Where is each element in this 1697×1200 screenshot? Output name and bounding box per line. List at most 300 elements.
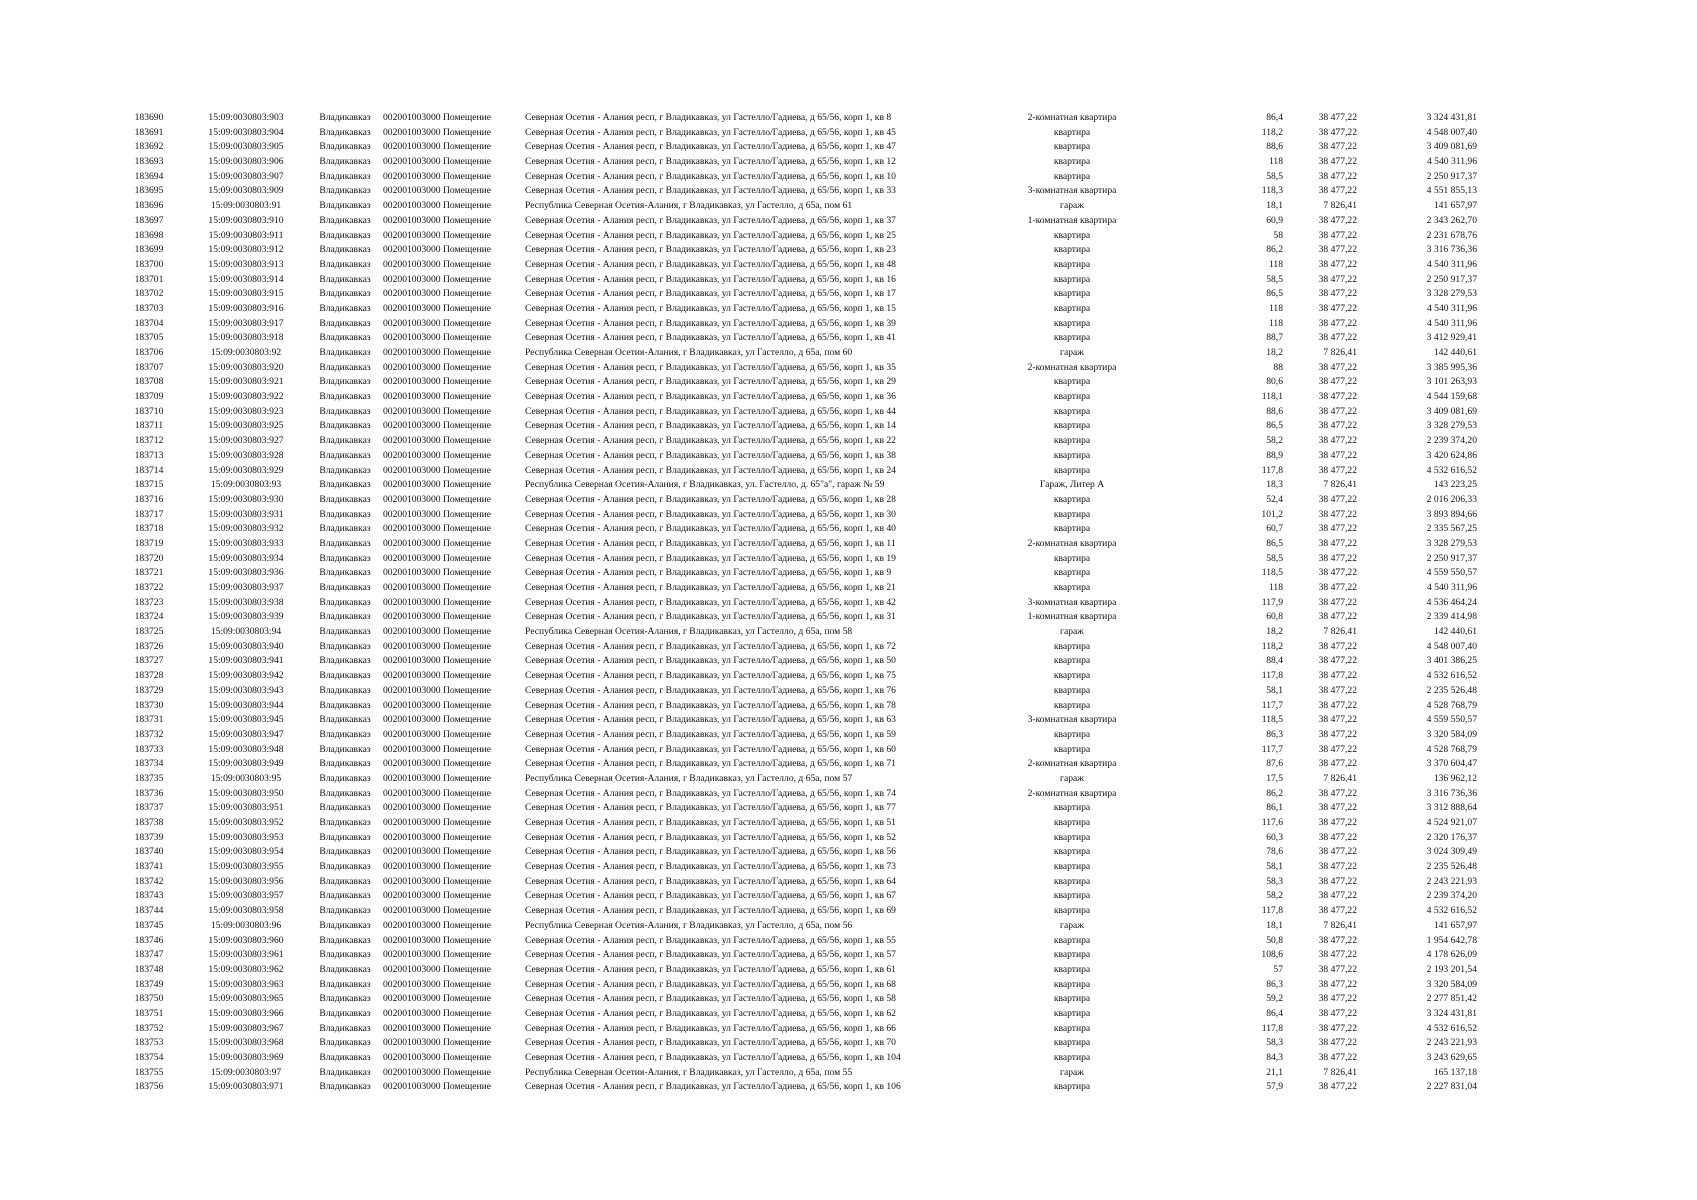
object-code-cell: 002001003000 Помещение bbox=[383, 229, 492, 241]
cadastral-value-cell: 4 540 311,96 bbox=[1426, 317, 1477, 329]
row-number-cell: 183700 bbox=[134, 258, 164, 270]
city-cell: Владикавказ bbox=[319, 699, 371, 711]
cadastral-value-cell: 4 540 311,96 bbox=[1426, 258, 1477, 270]
table-row bbox=[113, 229, 1477, 244]
table-row bbox=[113, 449, 1477, 464]
cadastral-value-cell: 3 316 736,36 bbox=[1426, 787, 1477, 799]
city-cell: Владикавказ bbox=[319, 861, 371, 873]
specific-value-cell: 38 477,22 bbox=[1318, 963, 1357, 975]
area-cell: 57 bbox=[1273, 963, 1283, 975]
object-code-cell: 002001003000 Помещение bbox=[383, 273, 492, 285]
cadastral-value-cell: 3 324 431,81 bbox=[1426, 112, 1477, 123]
cadastral-number-cell: 15:09:0030803:917 bbox=[208, 317, 284, 329]
row-number-cell: 183726 bbox=[134, 640, 164, 652]
specific-value-cell: 38 477,22 bbox=[1318, 317, 1357, 329]
cadastral-value-cell: 2 277 851,42 bbox=[1426, 993, 1477, 1005]
cadastral-number-cell: 15:09:0030803:923 bbox=[208, 405, 284, 417]
cadastral-value-cell: 2 239 374,20 bbox=[1426, 435, 1477, 447]
cadastral-number-cell: 15:09:0030803:904 bbox=[208, 126, 284, 138]
specific-value-cell: 38 477,22 bbox=[1318, 1007, 1357, 1019]
object-type-cell: квартира bbox=[1053, 405, 1091, 417]
cadastral-number-cell: 15:09:0030803:969 bbox=[208, 1052, 284, 1063]
area-cell: 58,3 bbox=[1266, 1037, 1283, 1049]
cadastral-value-cell: 3 243 629,65 bbox=[1426, 1052, 1477, 1063]
table-row bbox=[113, 287, 1477, 302]
object-type-cell: 2-комнатная квартира bbox=[1027, 787, 1117, 799]
specific-value-cell: 38 477,22 bbox=[1318, 567, 1357, 579]
object-code-cell: 002001003000 Помещение bbox=[383, 684, 492, 696]
row-number-cell: 183698 bbox=[134, 229, 164, 241]
area-cell: 117,7 bbox=[1261, 699, 1283, 711]
cadastral-value-cell: 3 024 309,49 bbox=[1426, 846, 1477, 858]
object-type-cell: квартира bbox=[1053, 273, 1091, 285]
object-type-cell: гараж bbox=[1060, 626, 1084, 638]
table-row bbox=[113, 537, 1477, 552]
specific-value-cell: 38 477,22 bbox=[1318, 214, 1357, 226]
area-cell: 58,1 bbox=[1266, 861, 1283, 873]
cadastral-value-cell: 3 893 894,66 bbox=[1426, 508, 1477, 520]
address-cell: Северная Осетия - Алания респ, г Владикавказ, ул Гастелло/Гадиева, д 65/56, корп 1, кв 73 bbox=[525, 861, 896, 873]
table-row bbox=[113, 699, 1477, 714]
cadastral-number-cell: 15:09:0030803:941 bbox=[208, 655, 284, 667]
specific-value-cell: 38 477,22 bbox=[1318, 244, 1357, 256]
object-type-cell: 3-комнатная квартира bbox=[1027, 596, 1117, 608]
object-type-cell: квартира bbox=[1053, 258, 1091, 270]
object-type-cell: квартира bbox=[1053, 963, 1091, 975]
cadastral-number-cell: 15:09:0030803:928 bbox=[208, 449, 284, 461]
object-code-cell: 002001003000 Помещение bbox=[383, 963, 492, 975]
object-code-cell: 002001003000 Помещение bbox=[383, 332, 492, 344]
object-code-cell: 002001003000 Помещение bbox=[383, 670, 492, 682]
address-cell: Северная Осетия - Алания респ, г Владикавказ, ул Гастелло/Гадиева, д 65/56, корп 1, кв 33 bbox=[525, 185, 896, 197]
cadastral-value-cell: 2 243 221,93 bbox=[1426, 875, 1477, 887]
city-cell: Владикавказ bbox=[319, 1081, 371, 1093]
row-number-cell: 183696 bbox=[134, 200, 164, 212]
cadastral-value-cell: 2 239 374,20 bbox=[1426, 890, 1477, 902]
object-type-cell: квартира bbox=[1053, 244, 1091, 256]
cadastral-value-cell: 4 551 855,13 bbox=[1426, 185, 1477, 197]
row-number-cell: 183755 bbox=[134, 1066, 164, 1078]
object-code-cell: 002001003000 Помещение bbox=[383, 1022, 492, 1034]
object-code-cell: 002001003000 Помещение bbox=[383, 582, 492, 593]
object-type-cell: квартира bbox=[1053, 1022, 1091, 1034]
object-type-cell: квартира bbox=[1053, 156, 1091, 168]
object-type-cell: квартира bbox=[1053, 934, 1091, 946]
area-cell: 18,1 bbox=[1266, 919, 1283, 931]
cadastral-value-cell: 4 528 768,79 bbox=[1426, 699, 1477, 711]
object-type-cell: квартира bbox=[1053, 302, 1091, 314]
address-cell: Северная Осетия - Алания респ, г Владикавказ, ул Гастелло/Гадиева, д 65/56, корп 1, кв 30 bbox=[525, 508, 896, 520]
cadastral-number-cell: 15:09:0030803:913 bbox=[208, 258, 284, 270]
table-row bbox=[113, 1066, 1477, 1081]
cadastral-number-cell: 15:09:0030803:933 bbox=[208, 537, 284, 549]
cadastral-value-cell: 4 559 550,57 bbox=[1426, 567, 1477, 579]
cadastral-number-cell: 15:09:0030803:927 bbox=[208, 435, 284, 447]
city-cell: Владикавказ bbox=[319, 582, 371, 593]
table-row bbox=[113, 1036, 1477, 1051]
cadastral-value-cell: 142 440,61 bbox=[1433, 347, 1477, 358]
object-code-cell: 002001003000 Помещение bbox=[383, 1081, 492, 1093]
address-cell: Северная Осетия - Алания респ, г Владикавказ, ул Гастелло/Гадиева, д 65/56, корп 1, кв 9 bbox=[525, 567, 892, 579]
table-row bbox=[113, 522, 1477, 537]
object-code-cell: 002001003000 Помещение bbox=[383, 1037, 492, 1049]
object-type-cell: квартира bbox=[1053, 978, 1091, 990]
table-row bbox=[113, 155, 1477, 170]
area-cell: 17,5 bbox=[1266, 772, 1283, 784]
row-number-cell: 183704 bbox=[134, 317, 164, 329]
object-type-cell: квартира bbox=[1053, 684, 1091, 696]
object-code-cell: 002001003000 Помещение bbox=[383, 391, 492, 403]
cadastral-value-cell: 4 532 616,52 bbox=[1426, 464, 1477, 476]
object-code-cell: 002001003000 Помещение bbox=[383, 493, 492, 505]
cadastral-number-cell: 15:09:0030803:932 bbox=[208, 523, 284, 535]
row-number-cell: 183724 bbox=[134, 611, 164, 623]
object-type-cell: квартира bbox=[1053, 391, 1091, 403]
address-cell: Северная Осетия - Алания респ, г Владикавказ, ул Гастелло/Гадиева, д 65/56, корп 1, кв 44 bbox=[525, 405, 896, 417]
object-type-cell: квартира bbox=[1053, 126, 1091, 138]
table-row bbox=[113, 508, 1477, 523]
area-cell: 86,4 bbox=[1266, 1007, 1283, 1019]
cadastral-number-cell: 15:09:0030803:962 bbox=[208, 963, 284, 975]
row-number-cell: 183720 bbox=[134, 552, 164, 564]
table-row bbox=[113, 361, 1477, 376]
object-code-cell: 002001003000 Помещение bbox=[383, 714, 492, 726]
area-cell: 58,1 bbox=[1266, 684, 1283, 696]
address-cell: Северная Осетия - Алания респ, г Владикавказ, ул Гастелло/Гадиева, д 65/56, корп 1, кв 38 bbox=[525, 449, 896, 461]
cadastral-value-cell: 165 137,18 bbox=[1433, 1066, 1477, 1078]
address-cell: Северная Осетия - Алания респ, г Владикавказ, ул Гастелло/Гадиева, д 65/56, корп 1, кв 57 bbox=[525, 949, 896, 961]
cadastral-number-cell: 15:09:0030803:922 bbox=[208, 391, 284, 403]
object-type-cell: 1-комнатная квартира bbox=[1027, 611, 1117, 623]
cadastral-value-cell: 4 540 311,96 bbox=[1426, 156, 1477, 168]
city-cell: Владикавказ bbox=[319, 949, 371, 961]
object-code-cell: 002001003000 Помещение bbox=[383, 640, 492, 652]
city-cell: Владикавказ bbox=[319, 846, 371, 858]
object-code-cell: 002001003000 Помещение bbox=[383, 347, 492, 358]
object-type-cell: квартира bbox=[1053, 288, 1091, 300]
object-code-cell: 002001003000 Помещение bbox=[383, 258, 492, 270]
city-cell: Владикавказ bbox=[319, 170, 371, 182]
row-number-cell: 183699 bbox=[134, 244, 164, 256]
area-cell: 117,8 bbox=[1261, 670, 1283, 682]
cadastral-value-cell: 2 339 414,98 bbox=[1426, 611, 1477, 623]
address-cell: Северная Осетия - Алания респ, г Владикавказ, ул Гастелло/Гадиева, д 65/56, корп 1, кв 40 bbox=[525, 523, 896, 535]
object-code-cell: 002001003000 Помещение bbox=[383, 1052, 492, 1063]
object-code-cell: 002001003000 Помещение bbox=[383, 611, 492, 623]
area-cell: 88,7 bbox=[1266, 332, 1283, 344]
object-code-cell: 002001003000 Помещение bbox=[383, 1007, 492, 1019]
cadastral-value-cell: 4 540 311,96 bbox=[1426, 302, 1477, 314]
row-number-cell: 183744 bbox=[134, 905, 164, 917]
cadastral-value-cell: 4 536 464,24 bbox=[1426, 596, 1477, 608]
area-cell: 58,5 bbox=[1266, 273, 1283, 285]
row-number-cell: 183694 bbox=[134, 170, 164, 182]
address-cell: Северная Осетия - Алания респ, г Владикавказ, ул Гастелло/Гадиева, д 65/56, корп 1, кв 19 bbox=[525, 552, 896, 564]
row-number-cell: 183747 bbox=[134, 949, 164, 961]
specific-value-cell: 7 826,41 bbox=[1323, 200, 1357, 212]
area-cell: 58,2 bbox=[1266, 890, 1283, 902]
area-cell: 86,5 bbox=[1266, 288, 1283, 300]
specific-value-cell: 38 477,22 bbox=[1318, 493, 1357, 505]
object-code-cell: 002001003000 Помещение bbox=[383, 919, 492, 931]
city-cell: Владикавказ bbox=[319, 758, 371, 770]
table-row bbox=[113, 640, 1477, 655]
specific-value-cell: 38 477,22 bbox=[1318, 743, 1357, 755]
object-code-cell: 002001003000 Помещение bbox=[383, 817, 492, 828]
cadastral-number-cell: 15:09:0030803:967 bbox=[208, 1022, 284, 1034]
object-type-cell: гараж bbox=[1060, 772, 1084, 784]
area-cell: 117,9 bbox=[1261, 596, 1283, 608]
address-cell: Северная Осетия - Алания респ, г Владикавказ, ул Гастелло/Гадиева, д 65/56, корп 1, кв 66 bbox=[525, 1022, 896, 1034]
area-cell: 88 bbox=[1273, 361, 1283, 373]
cadastral-value-cell: 3 101 263,93 bbox=[1426, 376, 1477, 388]
address-cell: Северная Осетия - Алания респ, г Владикавказ, ул Гастелло/Гадиева, д 65/56, корп 1, кв 72 bbox=[525, 640, 896, 652]
object-code-cell: 002001003000 Помещение bbox=[383, 244, 492, 256]
cadastral-number-cell: 15:09:0030803:97 bbox=[210, 1066, 282, 1078]
table-row bbox=[113, 978, 1477, 993]
table-row bbox=[113, 904, 1477, 919]
table-row bbox=[113, 816, 1477, 831]
table-row bbox=[113, 919, 1477, 934]
city-cell: Владикавказ bbox=[319, 567, 371, 579]
cadastral-number-cell: 15:09:0030803:95 bbox=[210, 772, 282, 784]
city-cell: Владикавказ bbox=[319, 1066, 371, 1078]
address-cell: Северная Осетия - Алания респ, г Владикавказ, ул Гастелло/Гадиева, д 65/56, корп 1, кв 8 bbox=[525, 112, 892, 123]
address-cell: Северная Осетия - Алания респ, г Владикавказ, ул Гастелло/Гадиева, д 65/56, корп 1, кв 74 bbox=[525, 787, 896, 799]
object-type-cell: квартира bbox=[1053, 846, 1091, 858]
row-number-cell: 183716 bbox=[134, 493, 164, 505]
cadastral-value-cell: 2 235 526,48 bbox=[1426, 684, 1477, 696]
specific-value-cell: 38 477,22 bbox=[1318, 523, 1357, 535]
specific-value-cell: 7 826,41 bbox=[1323, 626, 1357, 638]
address-cell: Северная Осетия - Алания респ, г Владикавказ, ул Гастелло/Гадиева, д 65/56, корп 1, кв 50 bbox=[525, 655, 896, 667]
address-cell: Северная Осетия - Алания респ, г Владикавказ, ул Гастелло/Гадиева, д 65/56, корп 1, кв 47 bbox=[525, 141, 896, 153]
row-number-cell: 183756 bbox=[134, 1081, 164, 1093]
cadastral-number-cell: 15:09:0030803:952 bbox=[208, 817, 284, 828]
city-cell: Владикавказ bbox=[319, 332, 371, 344]
object-code-cell: 002001003000 Помещение bbox=[383, 302, 492, 314]
cadastral-number-cell: 15:09:0030803:938 bbox=[208, 596, 284, 608]
object-type-cell: квартира bbox=[1053, 552, 1091, 564]
object-code-cell: 002001003000 Помещение bbox=[383, 655, 492, 667]
object-type-cell: квартира bbox=[1053, 464, 1091, 476]
cadastral-number-cell: 15:09:0030803:937 bbox=[208, 582, 284, 593]
cadastral-value-cell: 3 328 279,53 bbox=[1426, 288, 1477, 300]
area-cell: 50,8 bbox=[1266, 934, 1283, 946]
city-cell: Владикавказ bbox=[319, 493, 371, 505]
area-cell: 18,1 bbox=[1266, 200, 1283, 212]
address-cell: Северная Осетия - Алания респ, г Владикавказ, ул Гастелло/Гадиева, д 65/56, корп 1, кв 31 bbox=[525, 611, 896, 623]
object-type-cell: квартира bbox=[1053, 817, 1091, 828]
specific-value-cell: 38 477,22 bbox=[1318, 126, 1357, 138]
object-code-cell: 002001003000 Помещение bbox=[383, 537, 492, 549]
object-type-cell: гараж bbox=[1060, 1066, 1084, 1078]
address-cell: Северная Осетия - Алания респ, г Владикавказ, ул Гастелло/Гадиева, д 65/56, корп 1, кв 52 bbox=[525, 831, 896, 843]
address-cell: Республика Северная Осетия-Алания, г Владикавказ, ул Гастелло, д 65а, пом 55 bbox=[525, 1066, 853, 1078]
city-cell: Владикавказ bbox=[319, 347, 371, 358]
table-row bbox=[113, 743, 1477, 758]
specific-value-cell: 38 477,22 bbox=[1318, 229, 1357, 241]
table-row bbox=[113, 787, 1477, 802]
city-cell: Владикавказ bbox=[319, 1022, 371, 1034]
object-code-cell: 002001003000 Помещение bbox=[383, 699, 492, 711]
specific-value-cell: 38 477,22 bbox=[1318, 905, 1357, 917]
cadastral-number-cell: 15:09:0030803:925 bbox=[208, 420, 284, 432]
address-cell: Северная Осетия - Алания респ, г Владикавказ, ул Гастелло/Гадиева, д 65/56, корп 1, кв 12 bbox=[525, 156, 896, 168]
area-cell: 101,2 bbox=[1261, 508, 1283, 520]
object-code-cell: 002001003000 Помещение bbox=[383, 846, 492, 858]
area-cell: 84,3 bbox=[1266, 1052, 1283, 1063]
city-cell: Владикавказ bbox=[319, 273, 371, 285]
object-type-cell: гараж bbox=[1060, 200, 1084, 212]
cadastral-value-cell: 3 324 431,81 bbox=[1426, 1007, 1477, 1019]
cadastral-number-cell: 15:09:0030803:944 bbox=[208, 699, 284, 711]
city-cell: Владикавказ bbox=[319, 817, 371, 828]
object-type-cell: квартира bbox=[1053, 523, 1091, 535]
cadastral-number-cell: 15:09:0030803:954 bbox=[208, 846, 284, 858]
table-row bbox=[113, 1080, 1477, 1095]
object-code-cell: 002001003000 Помещение bbox=[383, 464, 492, 476]
address-cell: Северная Осетия - Алания респ, г Владикавказ, ул Гастелло/Гадиева, д 65/56, корп 1, кв 64 bbox=[525, 875, 896, 887]
table-row bbox=[113, 464, 1477, 479]
object-type-cell: квартира bbox=[1053, 508, 1091, 520]
object-type-cell: квартира bbox=[1053, 1007, 1091, 1019]
cadastral-number-cell: 15:09:0030803:929 bbox=[208, 464, 284, 476]
object-type-cell: квартира bbox=[1053, 449, 1091, 461]
row-number-cell: 183723 bbox=[134, 596, 164, 608]
specific-value-cell: 38 477,22 bbox=[1318, 978, 1357, 990]
object-type-cell: квартира bbox=[1053, 1081, 1091, 1093]
city-cell: Владикавказ bbox=[319, 787, 371, 799]
table-row bbox=[113, 963, 1477, 978]
area-cell: 86,4 bbox=[1266, 112, 1283, 123]
row-number-cell: 183749 bbox=[134, 978, 164, 990]
cadastral-number-cell: 15:09:0030803:903 bbox=[208, 112, 284, 123]
specific-value-cell: 38 477,22 bbox=[1318, 949, 1357, 961]
cadastral-number-cell: 15:09:0030803:91 bbox=[210, 200, 282, 212]
table-row bbox=[113, 478, 1477, 493]
specific-value-cell: 38 477,22 bbox=[1318, 1037, 1357, 1049]
row-number-cell: 183734 bbox=[134, 758, 164, 770]
city-cell: Владикавказ bbox=[319, 611, 371, 623]
address-cell: Северная Осетия - Алания респ, г Владикавказ, ул Гастелло/Гадиева, д 65/56, корп 1, кв 48 bbox=[525, 258, 896, 270]
city-cell: Владикавказ bbox=[319, 993, 371, 1005]
object-type-cell: гараж bbox=[1060, 347, 1084, 358]
table-row bbox=[113, 1051, 1477, 1066]
area-cell: 118 bbox=[1268, 302, 1283, 314]
row-number-cell: 183703 bbox=[134, 302, 164, 314]
cadastral-value-cell: 4 178 626,09 bbox=[1426, 949, 1477, 961]
area-cell: 60,9 bbox=[1266, 214, 1283, 226]
area-cell: 58,5 bbox=[1266, 552, 1283, 564]
table-row bbox=[113, 948, 1477, 963]
table-row bbox=[113, 140, 1477, 155]
cadastral-value-cell: 3 320 584,09 bbox=[1426, 978, 1477, 990]
object-code-cell: 002001003000 Помещение bbox=[383, 112, 492, 123]
area-cell: 88,6 bbox=[1266, 405, 1283, 417]
cadastral-value-cell: 2 016 206,33 bbox=[1426, 493, 1477, 505]
specific-value-cell: 38 477,22 bbox=[1318, 582, 1357, 593]
address-cell: Северная Осетия - Алания респ, г Владикавказ, ул Гастелло/Гадиева, д 65/56, корп 1, кв 37 bbox=[525, 214, 896, 226]
cadastral-number-cell: 15:09:0030803:971 bbox=[208, 1081, 284, 1093]
specific-value-cell: 38 477,22 bbox=[1318, 141, 1357, 153]
address-cell: Республика Северная Осетия-Алания, г Владикавказ, ул Гастелло, д 65а, пом 58 bbox=[525, 626, 853, 638]
row-number-cell: 183701 bbox=[134, 273, 164, 285]
row-number-cell: 183709 bbox=[134, 391, 164, 403]
area-cell: 117,6 bbox=[1261, 817, 1283, 828]
cadastral-value-cell: 3 370 604,47 bbox=[1426, 758, 1477, 770]
object-code-cell: 002001003000 Помещение bbox=[383, 552, 492, 564]
cadastral-value-cell: 4 532 616,52 bbox=[1426, 670, 1477, 682]
cadastral-value-cell: 3 320 584,09 bbox=[1426, 728, 1477, 740]
cadastral-number-cell: 15:09:0030803:947 bbox=[208, 728, 284, 740]
area-cell: 86,2 bbox=[1266, 244, 1283, 256]
specific-value-cell: 38 477,22 bbox=[1318, 391, 1357, 403]
cadastral-number-cell: 15:09:0030803:942 bbox=[208, 670, 284, 682]
address-cell: Северная Осетия - Алания респ, г Владикавказ, ул Гастелло/Гадиева, д 65/56, корп 1, кв 35 bbox=[525, 361, 896, 373]
area-cell: 60,3 bbox=[1266, 831, 1283, 843]
specific-value-cell: 38 477,22 bbox=[1318, 332, 1357, 344]
cadastral-value-cell: 2 231 678,76 bbox=[1426, 229, 1477, 241]
address-cell: Северная Осетия - Алания респ, г Владикавказ, ул Гастелло/Гадиева, д 65/56, корп 1, кв 10 bbox=[525, 170, 896, 182]
row-number-cell: 183727 bbox=[134, 655, 164, 667]
cadastral-number-cell: 15:09:0030803:905 bbox=[208, 141, 284, 153]
specific-value-cell: 38 477,22 bbox=[1318, 670, 1357, 682]
area-cell: 18,2 bbox=[1266, 347, 1283, 358]
address-cell: Республика Северная Осетия-Алания, г Владикавказ, ул. Гастелло, д. 65"а", гараж № 59 bbox=[525, 479, 885, 491]
cadastral-number-cell: 15:09:0030803:918 bbox=[208, 332, 284, 344]
area-cell: 60,8 bbox=[1266, 611, 1283, 623]
city-cell: Владикавказ bbox=[319, 890, 371, 902]
specific-value-cell: 7 826,41 bbox=[1323, 919, 1357, 931]
table-row bbox=[113, 566, 1477, 581]
table-row bbox=[113, 405, 1477, 420]
row-number-cell: 183714 bbox=[134, 464, 164, 476]
address-cell: Северная Осетия - Алания респ, г Владикавказ, ул Гастелло/Гадиева, д 65/56, корп 1, кв 68 bbox=[525, 978, 896, 990]
cadastral-number-cell: 15:09:0030803:96 bbox=[210, 919, 282, 931]
city-cell: Владикавказ bbox=[319, 1007, 371, 1019]
table-row bbox=[113, 860, 1477, 875]
city-cell: Владикавказ bbox=[319, 537, 371, 549]
specific-value-cell: 7 826,41 bbox=[1323, 772, 1357, 784]
area-cell: 118,1 bbox=[1261, 391, 1283, 403]
city-cell: Владикавказ bbox=[319, 229, 371, 241]
object-code-cell: 002001003000 Помещение bbox=[383, 567, 492, 579]
object-type-cell: квартира bbox=[1053, 567, 1091, 579]
address-cell: Республика Северная Осетия-Алания, г Владикавказ, ул Гастелло, д 65а, пом 57 bbox=[525, 772, 853, 784]
area-cell: 78,6 bbox=[1266, 846, 1283, 858]
area-cell: 57,9 bbox=[1266, 1081, 1283, 1093]
city-cell: Владикавказ bbox=[319, 214, 371, 226]
row-number-cell: 183742 bbox=[134, 875, 164, 887]
address-cell: Северная Осетия - Алания респ, г Владикавказ, ул Гастелло/Гадиева, д 65/56, корп 1, кв 42 bbox=[525, 596, 896, 608]
city-cell: Владикавказ bbox=[319, 391, 371, 403]
address-cell: Северная Осетия - Алания респ, г Владикавказ, ул Гастелло/Гадиева, д 65/56, корп 1, кв 23 bbox=[525, 244, 896, 256]
object-code-cell: 002001003000 Помещение bbox=[383, 772, 492, 784]
address-cell: Северная Осетия - Алания респ, г Владикавказ, ул Гастелло/Гадиева, д 65/56, корп 1, кв 69 bbox=[525, 905, 896, 917]
cadastral-number-cell: 15:09:0030803:910 bbox=[208, 214, 284, 226]
row-number-cell: 183702 bbox=[134, 288, 164, 300]
object-code-cell: 002001003000 Помещение bbox=[383, 949, 492, 961]
city-cell: Владикавказ bbox=[319, 317, 371, 329]
address-cell: Северная Осетия - Алания респ, г Владикавказ, ул Гастелло/Гадиева, д 65/56, корп 1, кв 106 bbox=[525, 1081, 901, 1093]
city-cell: Владикавказ bbox=[319, 905, 371, 917]
cadastral-value-cell: 2 343 262,70 bbox=[1426, 214, 1477, 226]
row-number-cell: 183691 bbox=[134, 126, 164, 138]
cadastral-value-cell: 141 657,97 bbox=[1433, 200, 1477, 212]
city-cell: Владикавказ bbox=[319, 464, 371, 476]
address-cell: Северная Осетия - Алания респ, г Владикавказ, ул Гастелло/Гадиева, д 65/56, корп 1, кв 29 bbox=[525, 376, 896, 388]
